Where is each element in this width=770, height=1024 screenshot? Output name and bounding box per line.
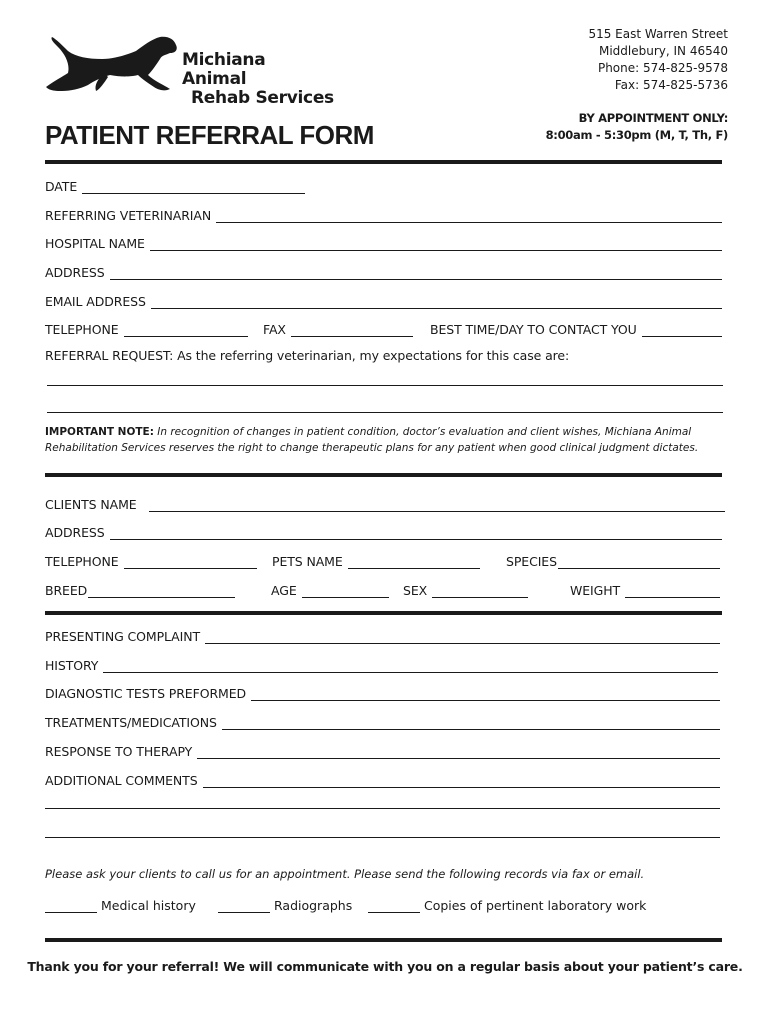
diagnostics-label: DIAGNOSTIC TESTS PREFORMED bbox=[45, 686, 247, 701]
complaint-line[interactable] bbox=[205, 630, 720, 644]
sex-line[interactable] bbox=[432, 584, 528, 598]
response-field[interactable] bbox=[45, 741, 720, 759]
sex-label: SEX bbox=[403, 583, 428, 598]
phone-number: Phone: 574-825-9578 bbox=[597, 61, 728, 75]
hospital-field[interactable] bbox=[45, 233, 722, 251]
pets-name-label: PETS NAME bbox=[272, 554, 343, 569]
referral-request-row bbox=[45, 348, 722, 366]
species-field[interactable] bbox=[506, 551, 720, 569]
date-line[interactable] bbox=[82, 180, 305, 194]
org-name-line2: Rehab Services bbox=[191, 88, 334, 108]
response-label: RESPONSE TO THERAPY bbox=[45, 744, 193, 759]
best-time-line[interactable] bbox=[642, 323, 722, 337]
comments-row bbox=[45, 770, 722, 788]
vet-fax-label: FAX bbox=[263, 322, 286, 337]
email-line[interactable] bbox=[151, 295, 722, 309]
comments-field[interactable] bbox=[45, 770, 720, 788]
client-telephone-field[interactable] bbox=[45, 551, 257, 569]
client-name-label: CLIENTS NAME bbox=[45, 497, 137, 512]
lab-work-option[interactable] bbox=[368, 895, 646, 913]
age-label: AGE bbox=[271, 583, 297, 598]
diagnostics-line[interactable] bbox=[251, 687, 720, 701]
treatments-field[interactable] bbox=[45, 712, 720, 730]
client-address-field[interactable] bbox=[45, 522, 722, 540]
comments-line-3[interactable] bbox=[45, 837, 720, 838]
breed-row bbox=[45, 580, 722, 598]
important-note-label: IMPORTANT NOTE: bbox=[45, 426, 154, 438]
client-telephone-line[interactable] bbox=[124, 555, 257, 569]
breed-label: BREED bbox=[45, 583, 88, 598]
vet-telephone-line[interactable] bbox=[124, 323, 248, 337]
history-row bbox=[45, 655, 722, 673]
treatments-line[interactable] bbox=[222, 716, 720, 730]
appointment-only: BY APPOINTMENT ONLY: bbox=[578, 111, 728, 125]
referral-request-label: REFERRAL REQUEST: As the referring veterinarian, my expectations for this case are: bbox=[45, 348, 570, 363]
hospital-line[interactable] bbox=[150, 237, 722, 251]
important-note bbox=[45, 424, 725, 456]
weight-line[interactable] bbox=[625, 584, 720, 598]
org-name bbox=[182, 51, 334, 108]
response-row bbox=[45, 741, 722, 759]
email-label: EMAIL ADDRESS bbox=[45, 294, 146, 309]
city-state-zip: Middlebury, IN 46540 bbox=[598, 44, 728, 58]
divider bbox=[45, 160, 722, 164]
history-line[interactable] bbox=[103, 659, 718, 673]
hospital-row bbox=[45, 233, 722, 251]
vet-address-field[interactable] bbox=[45, 262, 722, 280]
client-address-row bbox=[45, 522, 722, 540]
org-name-line1: Michiana Animal bbox=[182, 50, 266, 89]
response-line[interactable] bbox=[197, 745, 720, 759]
best-time-label: BEST TIME/DAY TO CONTACT YOU bbox=[430, 322, 637, 337]
vet-contact-row bbox=[45, 319, 722, 337]
vet-fax-field[interactable] bbox=[263, 319, 413, 337]
referring-vet-line[interactable] bbox=[216, 209, 722, 223]
email-row bbox=[45, 291, 722, 309]
divider bbox=[45, 938, 722, 942]
history-field[interactable] bbox=[45, 655, 718, 673]
weight-field[interactable] bbox=[570, 580, 720, 598]
sex-field[interactable] bbox=[403, 580, 528, 598]
date-row bbox=[45, 176, 722, 194]
date-label: DATE bbox=[45, 179, 78, 194]
diagnostics-field[interactable] bbox=[45, 683, 720, 701]
lab-work-check-line[interactable] bbox=[368, 901, 420, 913]
date-field[interactable] bbox=[45, 176, 305, 194]
important-note-text: In recognition of changes in patient condition, doctor’s evaluation and client wishes, Michiana Animal Rehabilitation Services reserves the right to change therapeutic plans for any patient when good clinical judgment dictates. bbox=[45, 426, 699, 454]
records-request-note: Please ask your clients to call us for an appointment. Please send the following records via fax or email. bbox=[45, 867, 645, 881]
best-time-field[interactable] bbox=[430, 319, 722, 337]
email-field[interactable] bbox=[45, 291, 722, 309]
referral-request-line-1[interactable] bbox=[47, 385, 723, 386]
divider bbox=[45, 611, 722, 615]
radiographs-check-line[interactable] bbox=[218, 901, 270, 913]
comments-line[interactable] bbox=[203, 774, 720, 788]
vet-fax-line[interactable] bbox=[291, 323, 413, 337]
complaint-field[interactable] bbox=[45, 626, 720, 644]
complaint-row bbox=[45, 626, 722, 644]
history-label: HISTORY bbox=[45, 658, 99, 673]
radiographs-label: Radiographs bbox=[274, 898, 353, 913]
pets-name-field[interactable] bbox=[272, 551, 480, 569]
age-line[interactable] bbox=[302, 584, 389, 598]
referring-vet-label: REFERRING VETERINARIAN bbox=[45, 208, 212, 223]
species-label: SPECIES bbox=[506, 554, 557, 569]
lab-work-label: Copies of pertinent laboratory work bbox=[424, 898, 647, 913]
species-line[interactable] bbox=[558, 555, 720, 569]
breed-line[interactable] bbox=[88, 584, 235, 598]
radiographs-option[interactable] bbox=[218, 895, 352, 913]
medical-history-option[interactable] bbox=[45, 895, 196, 913]
client-name-row bbox=[45, 494, 722, 512]
comments-line-2[interactable] bbox=[45, 808, 720, 809]
fax-number: Fax: 574-825-5736 bbox=[614, 78, 728, 92]
vet-telephone-field[interactable] bbox=[45, 319, 248, 337]
office-hours: 8:00am - 5:30pm (M, T, Th, F) bbox=[545, 128, 728, 142]
vet-telephone-label: TELEPHONE bbox=[45, 322, 119, 337]
referring-vet-row bbox=[45, 205, 722, 223]
vet-address-line[interactable] bbox=[110, 266, 722, 280]
client-name-field[interactable] bbox=[45, 494, 725, 512]
logo bbox=[44, 33, 334, 108]
weight-label: WEIGHT bbox=[570, 583, 621, 598]
medical-history-check-line[interactable] bbox=[45, 901, 97, 913]
referring-vet-field[interactable] bbox=[45, 205, 722, 223]
medical-history-label: Medical history bbox=[101, 898, 196, 913]
treatments-label: TREATMENTS/MEDICATIONS bbox=[45, 715, 217, 730]
divider bbox=[45, 473, 722, 477]
vet-address-label: ADDRESS bbox=[45, 265, 105, 280]
comments-label: ADDITIONAL COMMENTS bbox=[45, 773, 198, 788]
age-field[interactable] bbox=[271, 580, 389, 598]
dog-silhouette-icon bbox=[44, 33, 184, 95]
client-address-line[interactable] bbox=[110, 526, 722, 540]
breed-field[interactable] bbox=[45, 580, 235, 598]
hospital-label: HOSPITAL NAME bbox=[45, 236, 145, 251]
client-telephone-row bbox=[45, 551, 722, 569]
client-address-label: ADDRESS bbox=[45, 525, 105, 540]
street-address: 515 East Warren Street bbox=[588, 27, 728, 41]
page-title: PATIENT REFERRAL FORM bbox=[45, 120, 374, 150]
client-telephone-label: TELEPHONE bbox=[45, 554, 119, 569]
pets-name-line[interactable] bbox=[348, 555, 480, 569]
client-name-line[interactable] bbox=[149, 498, 725, 512]
contact-info bbox=[588, 26, 728, 94]
complaint-label: PRESENTING COMPLAINT bbox=[45, 629, 201, 644]
vet-address-row bbox=[45, 262, 722, 280]
thank-you-message: Thank you for your referral! We will communicate with you on a regular basis about your patient’s care. bbox=[27, 959, 743, 974]
referral-request-line-2[interactable] bbox=[47, 412, 723, 413]
treatments-row bbox=[45, 712, 722, 730]
diagnostics-row bbox=[45, 683, 722, 701]
hours-info bbox=[546, 110, 728, 144]
